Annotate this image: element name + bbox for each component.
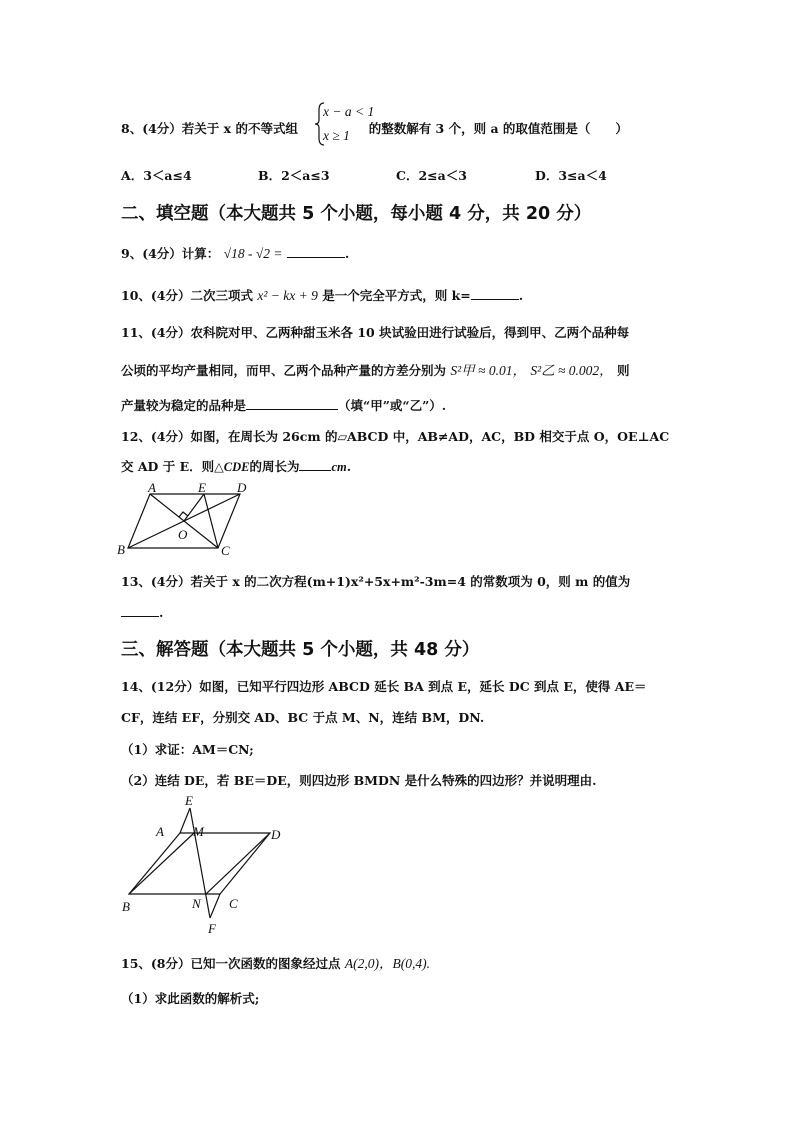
- q14-segment-cf: [210, 894, 220, 918]
- q13-line1: 13、(4分）若关于 x 的二次方程(m+1)x²+5x+m²-3m=4 的常数项为 0，则 m 的值为: [121, 574, 631, 589]
- q12-segment-oe: [184, 494, 204, 521]
- q14-part2: （2）连结 DE，若 BE＝DE，则四边形 BMDN 是什么特殊的四边形？并说明理由.: [121, 773, 597, 788]
- q14-line2: CF，连结 EF，分别交 AD、BC 于点 M、N，连结 BM，DN.: [121, 710, 485, 725]
- q14-label-f: F: [208, 921, 216, 936]
- q11-line1: 11、(4分）农科院对甲、乙两种甜玉米各 10 块试验田进行试验后，得到甲、乙两个品种每: [121, 325, 630, 340]
- q11-line3: 产量较为稳定的品种是 （填“甲”或“乙”）.: [121, 398, 447, 413]
- q12-line2: 交 AD 于 E．则△CDE的周长为 cm.: [121, 459, 352, 474]
- q11-variance-jia: S²甲 ≈ 0.01，: [450, 363, 526, 378]
- q8-option-b: B．2＜a≤3: [258, 168, 330, 183]
- q12-right-angle-mark: [179, 512, 188, 517]
- q12-label-d: D: [237, 482, 247, 495]
- q10-suffix: 是一个完全平方式，则 k=: [322, 288, 471, 303]
- q12-label-o: O: [178, 527, 188, 542]
- q14-part1: （1）求证：AM＝CN;: [121, 742, 254, 757]
- q10-prefix: 10、(4分）二次三项式: [121, 288, 254, 303]
- q10-expression: x² − kx + 9: [257, 288, 318, 303]
- q14-line1: 14、(12分）如图，已知平行四边形 ABCD 延长 BA 到点 E，延长 DC 到点 E，使得 AE＝: [121, 679, 647, 694]
- q12-label-e: E: [198, 482, 206, 495]
- q9-prefix: 9、(4分）计算：: [121, 246, 220, 261]
- q11-answer-blank[interactable]: [246, 397, 338, 410]
- q12-answer-blank[interactable]: [299, 458, 331, 471]
- q14-segment-bm: [129, 833, 194, 894]
- q13-answer-blank[interactable]: [121, 604, 159, 617]
- q8-option-a: A．3＜a≤4: [121, 168, 192, 183]
- section-2-heading: 二、填空题（本大题共 5 个小题，每小题 4 分，共 20 分）: [121, 204, 592, 224]
- q8-inequality-2: x ≥ 1: [323, 128, 350, 143]
- q14-parallelogram-figure: [115, 790, 295, 938]
- q12-segment-ec: [204, 494, 218, 548]
- q14-label-c: C: [229, 896, 238, 911]
- q12-parallelogram-figure: [115, 482, 265, 560]
- q15-line1: 15、(8分）已知一次函数的图象经过点 A(2,0)，B(0,4).: [121, 956, 430, 971]
- q14-segment-nd: [206, 833, 270, 894]
- q14-label-n: N: [192, 896, 201, 911]
- q15-part1: （1）求此函数的解析式;: [121, 991, 260, 1006]
- q8-option-d: D．3≤a＜4: [535, 168, 607, 183]
- q12-label-a: A: [148, 482, 156, 495]
- q11-line2: 公顷的平均产量相同，而甲、乙两个品种产量的方差分别为 S²甲 ≈ 0.01， S²乙 ≈ 0.002， 则: [121, 363, 630, 378]
- q14-segment-ae: [180, 808, 190, 833]
- q12-line1: 12、(4分）如图，在周长为 26cm 的▱ABCD 中，AB≠AD，AC，BD 相交于点 O，OE⊥AC: [121, 429, 670, 444]
- q13-line2: .: [121, 604, 163, 620]
- q8-inequality-1: x − a < 1: [323, 104, 375, 119]
- q12-label-c: C: [221, 543, 230, 558]
- q14-label-b: B: [122, 899, 130, 914]
- q12-label-b: B: [117, 542, 125, 557]
- q8-option-c: C．2≤a＜3: [396, 168, 467, 183]
- q8-prefix: 8、(4分）若关于 x 的不等式组: [121, 121, 298, 136]
- q14-label-d: D: [271, 827, 281, 842]
- q11-variance-yi: S²乙 ≈ 0.002，: [530, 363, 613, 378]
- q14-label-e: E: [185, 793, 193, 808]
- q9-expression: √18 - √2 =: [223, 246, 283, 261]
- q14-label-m: M: [193, 824, 204, 839]
- q15-points: A(2,0)，B(0,4).: [344, 956, 430, 971]
- q9: 9、(4分）计算： √18 - √2 = .: [121, 246, 350, 261]
- q10-answer-blank[interactable]: [471, 287, 519, 300]
- q10: 10、(4分）二次三项式 x² − kx + 9 是一个完全平方式，则 k= .: [121, 288, 524, 303]
- section-3-heading: 三、解答题（本大题共 5 个小题，共 48 分）: [121, 640, 480, 660]
- q14-label-a: A: [156, 824, 164, 839]
- q8-suffix: 的整数解有 3 个，则 a 的取值范围是（ ）: [368, 121, 628, 136]
- q9-answer-blank[interactable]: [287, 245, 345, 258]
